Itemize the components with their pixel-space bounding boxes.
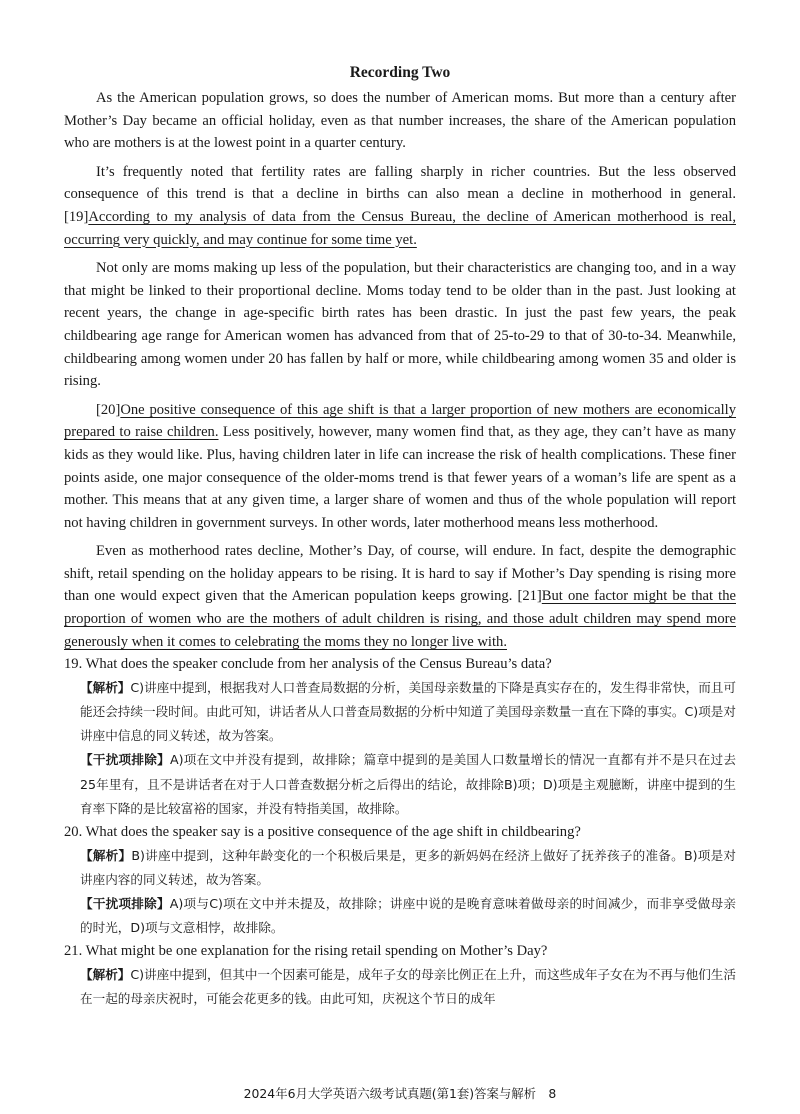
underlined-key-sentence-19: According to my analysis of data from the Census Bureau, the decline of American motherhood is real, occurring very quickly, and may continue for some time yet. <box>64 208 736 248</box>
distractor-text: A)项在文中并没有提到，故排除；篇章中提到的是美国人口数量增长的情况一直都有并不是只在过去25年里有，且不是讲话者在对于人口普查数据分析之后得出的结论，故排除B)项；D)项是主观臆断，讲座中提到的生育率下降的是比较富裕的国家，并没有特指美国，故排除。 <box>80 752 737 816</box>
distractor-tag: 【干扰项排除】 <box>80 752 170 768</box>
passage-paragraph-1: As the American population grows, so does the number of American moms. But more than a century after Mother’s Day became an official holiday, even as that number increases, the share of the American population who are mothers is at the lowest point in a quarter century. <box>64 90 736 152</box>
paragraph-2-text: It’s frequently noted that fertility rates are falling sharply in richer countries. But the less observed consequence of this trend is that a decline in births can also mean a decline in motherhood in general. [19] <box>64 163 736 225</box>
question-block-21 <box>64 940 736 1011</box>
distractor-analysis-19 <box>80 748 736 821</box>
recording-title: Recording Two <box>349 64 451 81</box>
question-number: 19. <box>64 656 83 673</box>
analysis-tag: 【解析】 <box>80 679 131 695</box>
analysis-tag: 【解析】 <box>80 847 132 863</box>
analysis-tag: 【解析】 <box>80 967 131 983</box>
distractor-text: A)项与C)项在文中并未提及，故排除；讲座中说的是晚育意味着做母亲的时间减少，而非享受做母亲的时光，D)项与文意相悖，故排除。 <box>80 896 736 936</box>
paragraph-5-text: Even as motherhood rates decline, Mother’s Day, of course, will endure. In fact, despite the demographic shift, retail spending on the holiday appears to be rising. It is hard to say if Mother’s Day spending is rising more than one would expect given that the American population keeps growing. [21] <box>64 543 736 605</box>
underlined-key-sentence-20: One positive consequence of this age shift is that a larger proportion of new mothers are economically prepared to raise children. <box>64 401 736 441</box>
underlined-key-sentence-21: But one factor might be that the proportion of women who are the mothers of adult children is rising, and those adult children may spend more generously when it comes to celebrating the moms they no longer live with. <box>64 588 736 650</box>
analysis-text: B)讲座中提到，这种年龄变化的一个积极后果是，更多的新妈妈在经济上做好了抚养孩子的准备。B)项是对讲座内容的同义转述，故为答案。 <box>80 847 737 887</box>
distractor-tag: 【干扰项排除】 <box>80 896 170 912</box>
question-text: What might be one explanation for the rising retail spending on Mother’s Day? <box>85 943 548 960</box>
analysis-21 <box>80 963 736 1011</box>
question-block-20 <box>64 821 736 940</box>
page-footer: 2024年6月大学英语六级考试真题(第1套)答案与解析 8 <box>243 1086 557 1101</box>
paragraph-4-text: Less positively, however, many women find that, as they age, they can’t have as many kids as they would like. Plus, having children later in life can increase the risk of health complications. These finer points aside, one major consequence of the older-moms trend is that fewer years of a woman’s life are spent as a mother. This means that at any given time, a larger share of women and thus of the whole population will report not having children in government surveys. In other words, later motherhood means less motherhood. <box>64 424 737 531</box>
passage-paragraph-5 <box>64 540 736 653</box>
question-text: What does the speaker conclude from her analysis of the Census Bureau’s data? <box>85 656 552 673</box>
analysis-20 <box>80 844 736 892</box>
distractor-analysis-20 <box>80 892 736 940</box>
question-block-19 <box>64 653 736 821</box>
analysis-text: C)讲座中提到，根据我对人口普查局数据的分析，美国母亲数量的下降是真实存在的，发生得非常快，而且可能还会持续一段时间。由此可知，讲话者从人口普查局数据的分析中知道了美国母亲数量一直在下降的事实。C)项是对讲座中信息的同义转述，故为答案。 <box>80 679 736 744</box>
passage-paragraph-4 <box>64 399 736 535</box>
question-number: 21. <box>64 943 83 960</box>
passage-paragraph-2 <box>64 161 736 251</box>
question-number: 20. <box>64 824 83 841</box>
page-content <box>64 62 736 1011</box>
analysis-19 <box>80 676 736 749</box>
question-19 <box>64 653 736 676</box>
passage-paragraph-3: Not only are moms making up less of the population, but their characteristics are changing too, and in a way that might be linked to their proportional decline. Moms today tend to be older than in the past. Just looking at recent years, the change in age-specific birth rates has been drastic. In just the past few years, the peak childbearing age range for American women has advanced from that of 25-to-29 to that of 30-to-34. Meanwhile, childbearing among women under 20 has fallen by half or more, while childbearing among women 35 and older is rising. <box>64 260 736 390</box>
question-20 <box>64 821 736 844</box>
question-text: What does the speaker say is a positive consequence of the age shift in childbearing? <box>85 824 581 841</box>
analysis-text: C)讲座中提到，但其中一个因素可能是，成年子女的母亲比例正在上升，而这些成年子女在为不再与他们生活在一起的母亲庆祝时，可能会花更多的钱。由此可知，庆祝这个节日的成年 <box>80 967 736 1007</box>
question-21 <box>64 940 736 963</box>
paragraph-4-marker: [20] <box>96 401 121 418</box>
